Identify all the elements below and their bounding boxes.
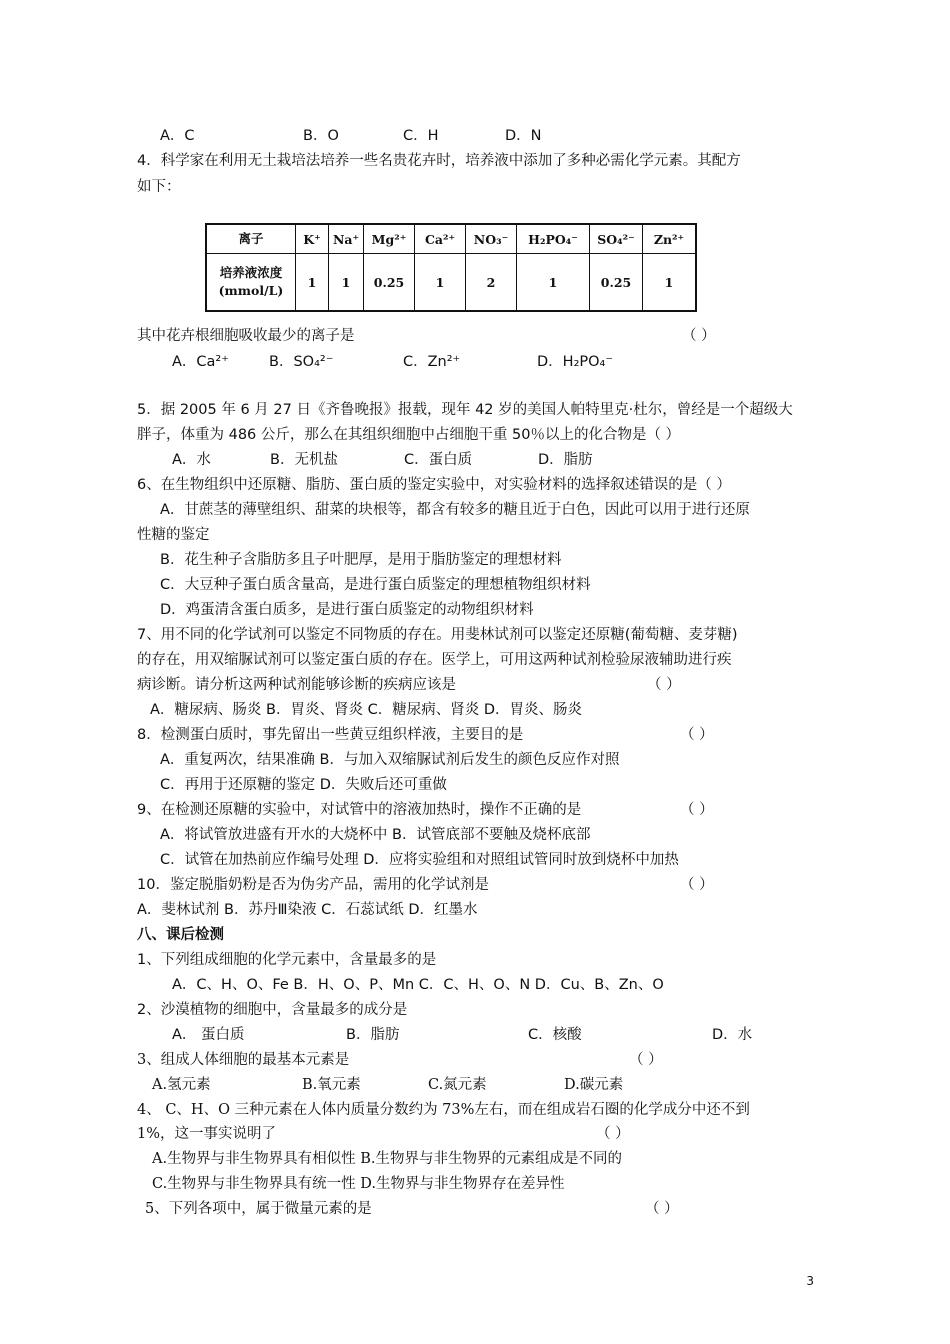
option-a: A．C — [160, 128, 195, 144]
value-cell: 0.25 — [590, 254, 643, 312]
q9-options-cd: C．试管在加热前应作编号处理 D．应将实验组和对照组试管同时放到烧杯中加热 — [160, 852, 679, 868]
row-label-unit: (mmol/L) — [218, 283, 284, 298]
ion-cell: K⁺ — [296, 224, 329, 254]
q6-line1: 6、在生物组织中还原糖、脂肪、蛋白质的鉴定实验中，对实验材料的选择叙述错误的是（ ） — [137, 477, 731, 493]
table-header-label: 离子 — [206, 224, 296, 254]
option-b: B．SO₄²⁻ — [269, 354, 334, 370]
option-a: A． 蛋白质 — [172, 1027, 245, 1043]
option-a: A．水 — [172, 452, 211, 468]
answer-blank: （ ） — [680, 802, 714, 818]
option-a: A．Ca²⁺ — [172, 354, 229, 370]
option-c: C．H — [403, 128, 439, 144]
option-d: D．H₂PO₄⁻ — [537, 354, 614, 370]
page-number: 3 — [806, 1274, 814, 1288]
ion-cell: Na⁺ — [329, 224, 364, 254]
q7-options: A．糖尿病、肠炎 B．胃炎、肾炎 C．糖尿病、肾炎 D．胃炎、肠炎 — [150, 702, 582, 718]
q6-option-d: D．鸡蛋清含蛋白质多，是进行蛋白质鉴定的动物组织材料 — [160, 602, 534, 618]
value-cell: 2 — [466, 254, 517, 312]
q8-options-ab: A．重复两次，结果准确 B．与加入双缩脲试剂后发生的颜色反应作对照 — [160, 752, 620, 768]
value-cell: 0.25 — [364, 254, 415, 312]
q6-option-a: A．甘蔗茎的薄壁组织、甜菜的块根等，都含有较多的糖且近于白色，因此可以用于进行还原 — [160, 502, 750, 518]
answer-blank: （ ） — [680, 877, 714, 893]
option-d: D．水 — [712, 1027, 753, 1043]
value-cell: 1 — [643, 254, 697, 312]
q7-line1: 7、用不同的化学试剂可以鉴定不同物质的存在。用斐林试剂可以鉴定还原糖(葡萄糖、麦芽糖) — [137, 627, 738, 643]
q4-options — [172, 352, 613, 372]
q6-option-c: C．大豆种子蛋白质含量高，是进行蛋白质鉴定的理想植物组织材料 — [160, 577, 591, 593]
option-c: C．Zn²⁺ — [403, 354, 461, 370]
answer-blank: （ ） — [629, 1052, 663, 1068]
h4-options-cd: C.生物界与非生物界具有统一性 D.生物界与非生物界存在差异性 — [152, 1176, 565, 1192]
h4-line1: 4、 C、H、O 三种元素在人体内质量分数约为 73%左右，而在组成岩石圈的化学成分中还不到 — [137, 1102, 750, 1118]
answer-blank: （ ） — [645, 1201, 679, 1217]
h3-options — [152, 1075, 623, 1095]
value-cell: 1 — [296, 254, 329, 312]
q9-line1: 9、在检测还原糖的实验中，对试管中的溶液加热时，操作不正确的是 — [137, 802, 582, 818]
q3-options — [160, 126, 542, 146]
h4-line2: 1%，这一事实说明了 — [137, 1126, 277, 1142]
option-d: D．N — [505, 128, 542, 144]
option-d: D.碳元素 — [564, 1077, 624, 1093]
value-cell: 1 — [517, 254, 590, 312]
answer-blank: （ ） — [647, 677, 681, 693]
q8-line1: 8．检测蛋白质时，事先留出一些黄豆组织样液，主要目的是 — [137, 727, 524, 743]
q5-line2: 胖子，体重为 486 公斤，那么在其组织细胞中占细胞干重 50％以上的化合物是（ ） — [137, 427, 681, 443]
option-d: D．脂肪 — [538, 452, 593, 468]
h1-line1: 1、下列组成细胞的化学元素中，含量最多的是 — [137, 952, 437, 968]
q8-options-cd: C．再用于还原糖的鉴定 D．失败后还可重做 — [160, 777, 447, 793]
q5-options — [172, 450, 593, 470]
h5-line1: 5、下列各项中，属于微量元素的是 — [145, 1201, 372, 1217]
option-a: A.氢元素 — [152, 1077, 211, 1093]
h3-line1: 3、组成人体细胞的最基本元素是 — [137, 1052, 350, 1068]
q7-line3: 病诊断。请分析这两种试剂能够诊断的疾病应该是 — [137, 677, 456, 693]
option-b: B．脂肪 — [346, 1027, 400, 1043]
h2-options — [172, 1025, 752, 1045]
option-b: B．O — [303, 128, 339, 144]
table-row-label — [206, 254, 296, 312]
value-cell: 1 — [329, 254, 364, 312]
h1-options: A．C、H、O、Fe B．H、O、P、Mn C．C、H、O、N D．Cu、B、Zn、O — [172, 977, 664, 993]
ion-cell: NO₃⁻ — [466, 224, 517, 254]
ion-cell: H₂PO₄⁻ — [517, 224, 590, 254]
nutrient-table — [205, 223, 697, 312]
option-b: B.氧元素 — [302, 1077, 361, 1093]
q5-line1: 5．据 2005 年 6 月 27 日《齐鲁晚报》报载，现年 42 岁的美国人帕特里克·杜尔，曾经是一个超级大 — [137, 402, 793, 418]
ion-cell: SO₄²⁻ — [590, 224, 643, 254]
h2-line1: 2、沙漠植物的细胞中，含量最多的成分是 — [137, 1002, 408, 1018]
section-title: 八、课后检测 — [137, 927, 224, 943]
answer-blank: （ ） — [682, 328, 716, 344]
q10-line1: 10．鉴定脱脂奶粉是否为伪劣产品，需用的化学试剂是 — [137, 877, 489, 893]
q4-line1: 4．科学家在利用无土栽培法培养一些名贵花卉时，培养液中添加了多种必需化学元素。其配方 — [137, 153, 741, 169]
option-c: C．核酸 — [528, 1027, 582, 1043]
ion-cell: Ca²⁺ — [415, 224, 466, 254]
option-c: C.氮元素 — [428, 1077, 487, 1093]
q4-line2: 如下： — [137, 179, 181, 195]
q6-option-b: B．花生种子含脂肪多且子叶肥厚，是用于脂肪鉴定的理想材料 — [160, 552, 562, 568]
q6-option-a-cont: 性糖的鉴定 — [137, 527, 210, 543]
ion-cell: Zn²⁺ — [643, 224, 697, 254]
row-label-main: 培养液浓度 — [219, 265, 283, 280]
q7-line2: 的存在，用双缩脲试剂可以鉴定蛋白质的存在。医学上，可用这两种试剂检验尿液辅助进行疾 — [137, 652, 732, 668]
answer-blank: （ ） — [596, 1126, 630, 1142]
q9-options-ab: A．将试管放进盛有开水的大烧杯中 B．试管底部不要触及烧杯底部 — [160, 827, 591, 843]
ion-cell: Mg²⁺ — [364, 224, 415, 254]
q10-options: A．斐林试剂 B．苏丹Ⅲ染液 C．石蕊试纸 D．红墨水 — [137, 902, 478, 918]
answer-blank: （ ） — [680, 727, 714, 743]
h4-options-ab: A.生物界与非生物界具有相似性 B.生物界与非生物界的元素组成是不同的 — [152, 1151, 622, 1167]
value-cell: 1 — [415, 254, 466, 312]
option-c: C．蛋白质 — [404, 452, 473, 468]
option-b: B．无机盐 — [270, 452, 338, 468]
q4-line3: 其中花卉根细胞吸收最少的离子是 — [137, 328, 355, 344]
